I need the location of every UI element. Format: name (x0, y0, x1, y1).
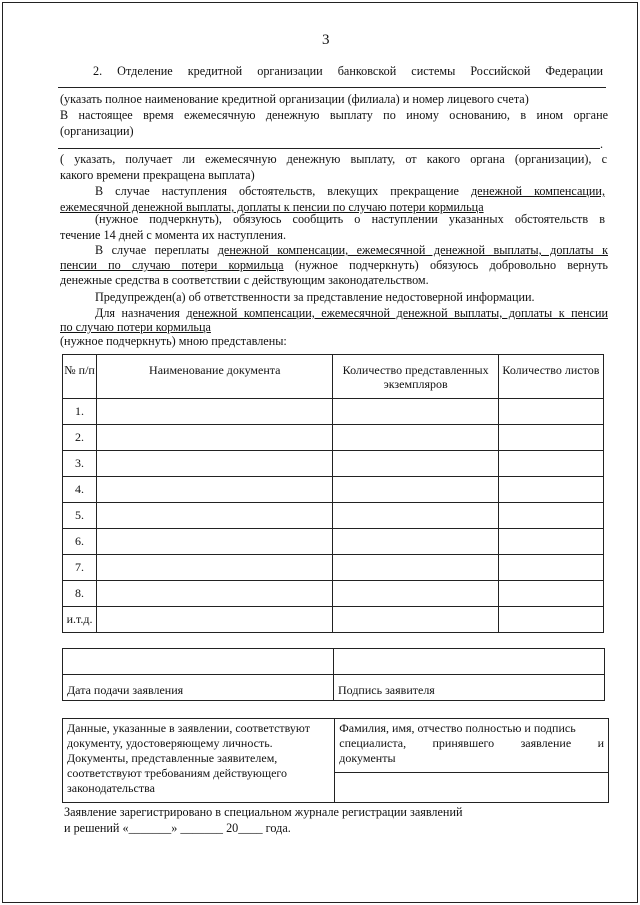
page-number: 3 (322, 32, 330, 48)
copies-cell[interactable] (333, 425, 498, 451)
specialist-signature-field[interactable] (335, 773, 609, 803)
copies-cell[interactable] (333, 477, 498, 503)
hint-payment-organ: ( указать, получает ли ежемесячную денежную выплату, от какого органа (организации), с (60, 152, 607, 166)
verification-text: Данные, указанные в заявлении, соответствуют документу, удостоверяющему личность. Документы, представленные заявителем, соответствуют требованиям действующего законодательства (63, 719, 335, 803)
row-number: 8. (63, 581, 97, 607)
hint-bank-name: (указать полное наименование кредитной организации (филиала) и номер лицевого счета) (60, 92, 529, 106)
signature-label: Подпись заявителя (334, 675, 605, 701)
sheets-cell[interactable] (498, 477, 603, 503)
table-row (63, 581, 604, 607)
row-number: 5. (63, 503, 97, 529)
row-number: 2. (63, 425, 97, 451)
sheets-cell[interactable] (498, 451, 603, 477)
copies-cell[interactable] (333, 581, 498, 607)
overpayment-text: В случае переплаты денежной компенсации, ежемесячной денежной выплаты, доплаты к (95, 243, 609, 257)
doc-name-cell[interactable] (97, 503, 333, 529)
table-row (63, 555, 604, 581)
table-row (63, 529, 604, 555)
col-header-sheets: Количество листов (498, 355, 603, 399)
doc-name-cell[interactable] (97, 555, 333, 581)
doc-name-cell[interactable] (97, 451, 333, 477)
copies-cell[interactable] (333, 451, 498, 477)
doc-name-cell[interactable] (97, 477, 333, 503)
registration-date: и решений «_______» _______ 20____ года. (64, 821, 291, 835)
period-mark: . (600, 137, 604, 151)
sheets-cell[interactable] (498, 581, 603, 607)
row-number: 1. (63, 399, 97, 425)
sheets-cell[interactable] (498, 607, 603, 633)
fill-line (58, 148, 600, 149)
signature-table (62, 648, 605, 701)
obligation-text-3: (нужное подчеркнуть), обязуюсь сообщить о наступлении указанных обстоятельств в (95, 212, 605, 226)
copies-cell[interactable] (333, 399, 498, 425)
documents-intro-3: (нужное подчеркнуть) мною представлены: (60, 334, 287, 348)
obligation-text-2: ежемесячной денежной выплаты, доплаты к пенсии по случаю потери кормильца (60, 200, 484, 214)
doc-name-cell[interactable] (97, 529, 333, 555)
obligation-text-4: течение 14 дней с момента их наступления. (60, 228, 286, 242)
sheets-cell[interactable] (498, 399, 603, 425)
doc-name-cell[interactable] (97, 581, 333, 607)
overpayment-text-3: денежные средства в соответствии с действующим законодательством. (60, 273, 429, 287)
sheets-cell[interactable] (498, 503, 603, 529)
col-header-doc-name: Наименование документа (97, 355, 333, 399)
documents-intro-2: по случаю потери кормильца (60, 320, 211, 334)
sheets-cell[interactable] (498, 425, 603, 451)
verification-table (62, 718, 609, 803)
row-number: 3. (63, 451, 97, 477)
table-row (63, 425, 604, 451)
copies-cell[interactable] (333, 529, 498, 555)
table-row (63, 607, 604, 633)
signature-field[interactable] (334, 649, 605, 675)
doc-name-cell[interactable] (97, 607, 333, 633)
copies-cell[interactable] (333, 607, 498, 633)
copies-cell[interactable] (333, 555, 498, 581)
registration-text: Заявление зарегистрировано в специальном журнале регистрации заявлений (64, 805, 463, 819)
documents-intro: Для назначения денежной компенсации, ежемесячной денежной выплаты, доплаты к пенсии (95, 306, 608, 320)
doc-name-cell[interactable] (97, 425, 333, 451)
table-header-row (63, 355, 604, 399)
other-payment-text-2: (организации) (60, 124, 134, 138)
overpayment-text-2: пенсии по случаю потери кормильца (нужное подчеркнуть) обязуюсь добровольно вернуть (60, 258, 608, 272)
row-number: и.т.д. (63, 607, 97, 633)
date-field[interactable] (63, 649, 334, 675)
row-number: 4. (63, 477, 97, 503)
col-header-number: № п/п (63, 355, 97, 399)
col-header-copies: Количество представленных экземпляров (333, 355, 498, 399)
warning-text: Предупрежден(а) об ответственности за представление недостоверной информации. (95, 290, 535, 304)
table-row (63, 503, 604, 529)
row-number: 6. (63, 529, 97, 555)
table-row (63, 451, 604, 477)
documents-table (62, 354, 604, 633)
table-row (63, 477, 604, 503)
fill-line (58, 87, 606, 88)
specialist-label: Фамилия, имя, отчество полностью и подпись специалиста, принявшего заявление и документы (335, 719, 609, 773)
section-2-heading: 2. Отделение кредитной организации банковской системы Российской Федерации (93, 64, 603, 78)
hint-payment-organ-2: какого времени прекращена выплата) (60, 168, 255, 182)
other-payment-text: В настоящее время ежемесячную денежную выплату по иному основанию, в ином органе (60, 108, 608, 122)
copies-cell[interactable] (333, 503, 498, 529)
doc-name-cell[interactable] (97, 399, 333, 425)
row-number: 7. (63, 555, 97, 581)
obligation-text: В случае наступления обстоятельств, влекущих прекращение денежной компенсации, (95, 184, 606, 198)
table-row (63, 399, 604, 425)
date-label: Дата подачи заявления (63, 675, 334, 701)
sheets-cell[interactable] (498, 555, 603, 581)
sheets-cell[interactable] (498, 529, 603, 555)
